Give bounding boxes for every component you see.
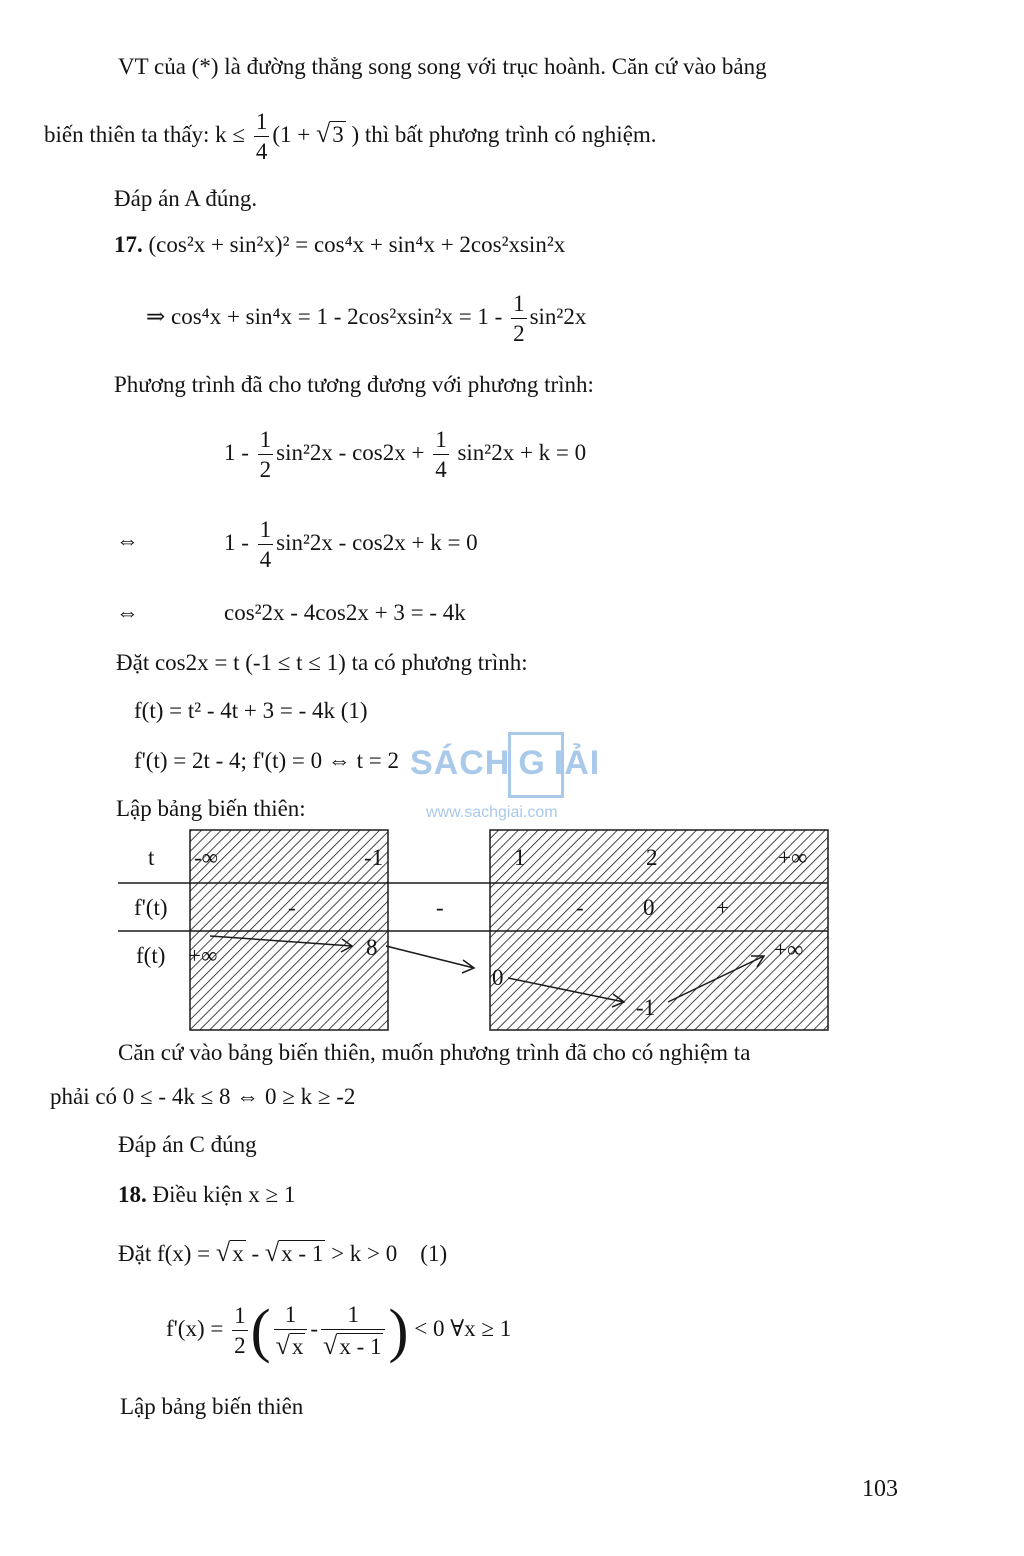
p17-eq5: cos²2x - 4cos2x + 3 = - 4k: [224, 600, 466, 625]
f-value: 0: [492, 965, 504, 990]
watermark-url: www.sachgiai.com: [426, 804, 558, 821]
p18-definition: Đặt f(x) = √x - √x - 1 > k > 0 (1): [118, 1238, 448, 1267]
answer-c: Đáp án C đúng: [118, 1132, 257, 1157]
row-label-fprime: f'(t): [134, 895, 168, 920]
t-value: 1: [514, 845, 526, 870]
watermark-logo: SÁCH G IẢI: [410, 744, 601, 782]
fprime-sign: +: [716, 895, 729, 920]
answer-a: Đáp án A đúng.: [114, 186, 258, 211]
variation-table-graphics: [116, 826, 830, 1032]
p18-derivative: f'(x) = $\frac{1}{2}$ ( $\frac{1}{√x}$ - $\frac{1}{√x - 1}$ ) < 0 ∀x ≥ 1: [166, 1297, 512, 1364]
t-value: -1: [364, 845, 384, 870]
f-value: -1: [636, 995, 656, 1020]
p17-conclusion-2: phải có 0 ≤ - 4k ≤ 8 ⇔ 0 ≥ k ≥ -2: [50, 1084, 356, 1109]
sqrt-x-minus-1: √x - 1: [264, 1238, 324, 1267]
f-value: +∞: [188, 943, 218, 968]
p17-eq3: 1 - $\frac{1}{2}$ sin²2x - cos2x + $\frac{1}{4}$ sin²2x + k = 0: [224, 427, 587, 482]
sqrt-x: √x: [215, 1238, 244, 1267]
p17-conclusion-1: Căn cứ vào bảng biến thiên, muốn phương trình đã cho có nghiệm ta: [118, 1040, 751, 1065]
fprime-zero: 0: [643, 895, 655, 920]
p17-ftprime: f'(t) = 2t - 4; f'(t) = 0 ⇔ t = 2: [134, 748, 400, 773]
p17-table-intro: Lập bảng biến thiên:: [116, 796, 306, 821]
row-label-f: f(t): [136, 943, 166, 968]
p17-eq4: 1 - $\frac{1}{4}$ sin²2x - cos2x + k = 0: [224, 517, 478, 572]
page-number: 103: [862, 1476, 898, 1502]
t-value: 2: [646, 845, 658, 870]
fraction-one-quarter: $\frac{1}{4}$: [259, 517, 272, 572]
fraction-one-half: $\frac{1}{2}$: [259, 427, 272, 482]
p17-eq1: 17. (cos²x + sin²x)² = cos⁴x + sin⁴x + 2cos²xsin²x: [114, 232, 566, 257]
equiv-symbol-1: ⇔: [116, 528, 139, 553]
p18-table-intro: Lập bảng biến thiên: [120, 1394, 304, 1419]
sqrt-three: √3: [315, 119, 344, 148]
f-value: 8: [366, 935, 378, 960]
equiv-symbol-2: ⇔: [116, 600, 139, 625]
f-value: +∞: [774, 937, 804, 962]
p18-number: 18.: [118, 1182, 147, 1207]
p17-number: 17.: [114, 232, 143, 257]
row-label-t: t: [148, 845, 155, 870]
p18-condition: 18. Điều kiện x ≥ 1: [118, 1182, 296, 1207]
fraction-one-quarter: $\frac{1}{4}$: [435, 427, 447, 482]
fraction-one-quarter: $\frac{1}{4}$: [255, 109, 268, 165]
t-value: -∞: [194, 845, 219, 870]
t-value: +∞: [778, 845, 808, 870]
fraction-one-half: $\frac{1}{2}$: [513, 291, 525, 346]
watermark: [410, 730, 620, 830]
arrow-decreasing-2: [386, 946, 474, 973]
vt-line-1: VT của (*) là đường thẳng song song với trục hoành. Căn cứ vào bảng: [118, 54, 767, 79]
p17-ft: f(t) = t² - 4t + 3 = - 4k (1): [134, 698, 368, 723]
fraction-one-half: $\frac{1}{2}$: [234, 1303, 246, 1359]
fraction-one-over-sqrt-x-minus-1: $\frac{1}{√x - 1}$: [321, 1303, 385, 1359]
hatched-region-left: [190, 830, 388, 1030]
variation-table: [116, 826, 830, 1032]
fraction-one-over-sqrt-x: $\frac{1}{√x}$: [274, 1303, 308, 1359]
fprime-sign: -: [576, 895, 584, 920]
fprime-sign: -: [436, 895, 444, 920]
p17-equiv-text: Phương trình đã cho tương đương với phương trình:: [114, 372, 594, 397]
fprime-sign: -: [288, 895, 296, 920]
p17-substitution: Đặt cos2x = t (-1 ≤ t ≤ 1) ta có phương trình:: [116, 650, 528, 675]
vt-line-2: biến thiên ta thấy: k ≤ $\frac{1}{4}$ (1 + √3 ) thì bất phương trình có nghiệm.: [44, 109, 657, 165]
p17-eq2: ⇒ cos⁴x + sin⁴x = 1 - 2cos²xsin²x = 1 - $\frac{1}{2}$ sin²2x: [146, 291, 587, 346]
